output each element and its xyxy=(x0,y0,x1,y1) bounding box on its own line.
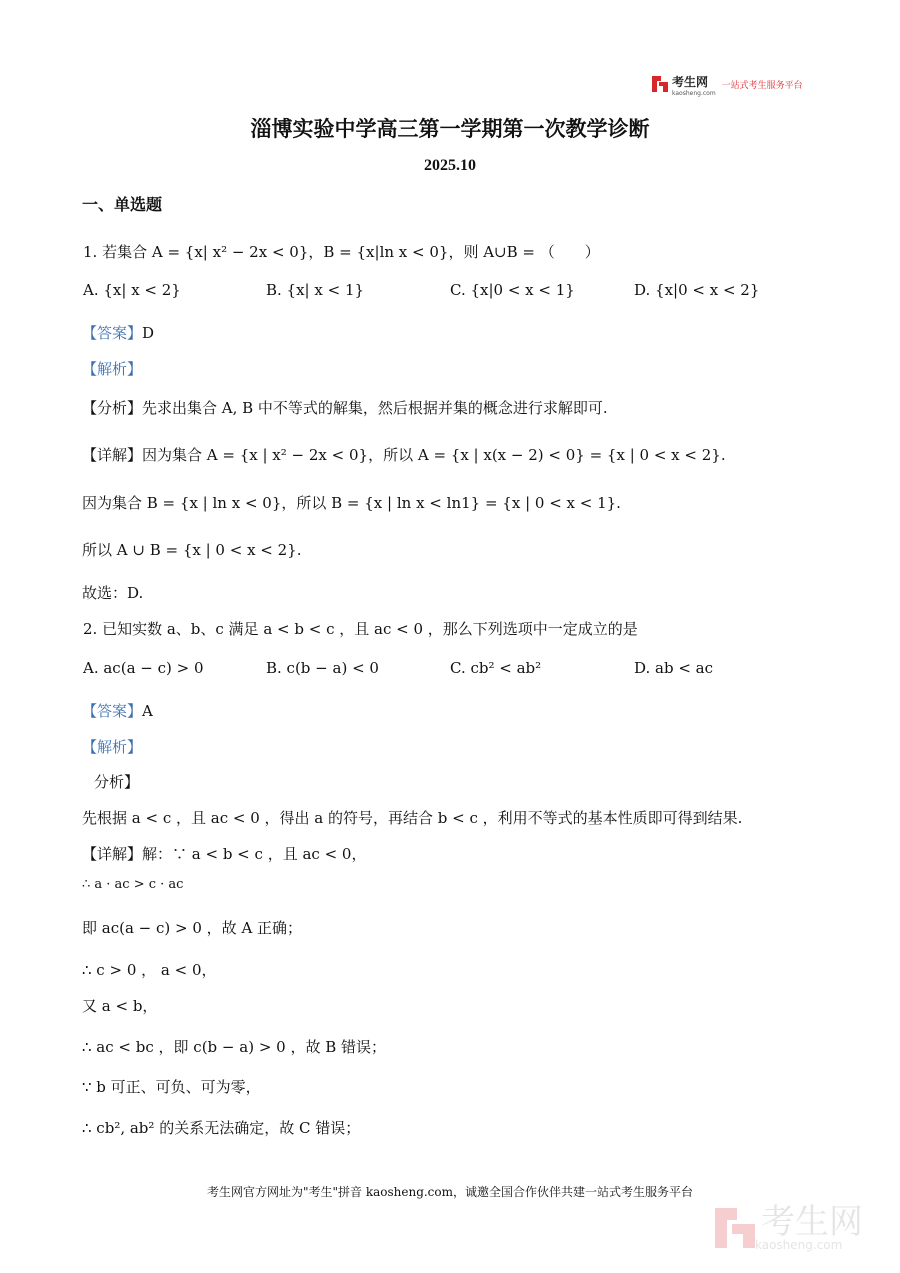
section-heading: 一、单选题 xyxy=(82,195,163,214)
brand-logo xyxy=(652,74,803,97)
q2-option-c: C. cb² < ab² xyxy=(450,659,542,677)
q2-detail-line: ∴ ac < bc ，即 c(b − a) > 0 ，故 B 错误； xyxy=(82,1038,387,1056)
q2-option-a: A. ac(a − c) > 0 xyxy=(83,659,204,677)
answer-tag: 【答案】 xyxy=(82,324,143,342)
answer-value: A xyxy=(142,702,153,720)
q2-answer xyxy=(82,700,153,721)
kaosheng-logo-icon xyxy=(652,76,668,92)
q2-detail-line: ∵ b 可正、可负、可为零， xyxy=(82,1078,261,1096)
kaosheng-watermark-icon xyxy=(715,1208,755,1248)
exam-date: 2025.10 xyxy=(424,157,476,174)
watermark-domain: kaosheng.com xyxy=(755,1238,843,1252)
q1-option-d: D. {x|0 < x < 2} xyxy=(634,281,760,299)
q2-detail-line: 又 a < b， xyxy=(82,997,158,1015)
q1-option-b: B. {x| x < 1} xyxy=(266,281,365,299)
q2-detail-line: ∴ c > 0 ， a < 0， xyxy=(82,961,217,979)
watermark-name: 考生网 xyxy=(761,1202,863,1242)
footer-text: 考生网官方网址为"考生"拼音 kaosheng.com，诚邀全国合作伙伴共建一站式考生服务平台 xyxy=(206,1185,694,1199)
analysis-tag: 【解析】 xyxy=(82,738,143,756)
q2-detail-line: 即 ac(a − c) > 0 ，故 A 正确； xyxy=(82,919,303,937)
q1-detail-line: 因为集合 B = {x | ln x < 0}，所以 B = {x | ln x < ln1} = {x | 0 < x < 1}. xyxy=(82,494,621,512)
logo-slogan: 一站式考生服务平台 xyxy=(721,80,803,91)
answer-value: D xyxy=(142,324,155,342)
analysis-tag: 【解析】 xyxy=(82,360,143,378)
question-2-stem: 2. 已知实数 a、b、c 满足 a < b < c ，且 ac < 0 ，那么下列选项中一定成立的是 xyxy=(83,620,638,638)
logo-name: 考生网 xyxy=(672,74,709,89)
q1-analysis-line: 【分析】先求出集合 A, B 中不等式的解集，然后根据并集的概念进行求解即可. xyxy=(82,399,608,417)
q1-option-c: C. {x|0 < x < 1} xyxy=(450,281,575,299)
q1-detail-line: 【详解】因为集合 A = {x | x² − 2x < 0}，所以 A = {x | x(x − 2) < 0} = {x | 0 < x < 2}. xyxy=(82,446,726,464)
q1-detail-line: 所以 A ∪ B = {x | 0 < x < 2}. xyxy=(82,541,302,559)
q2-detail-line: ∴ cb², ab² 的关系无法确定，故 C 错误； xyxy=(82,1119,361,1137)
q2-detail-line: ∴ a · ac > c · ac xyxy=(82,877,184,892)
logo-domain: kaosheng.com xyxy=(672,89,716,97)
q2-option-d: D. ab < ac xyxy=(634,659,714,677)
question-1-stem: 1. 若集合 A = {x| x² − 2x < 0}，B = {x|ln x < 0}，则 A∪B = （ ） xyxy=(83,243,600,261)
q2-detail-line: 【详解】解：∵ a < b < c ，且 ac < 0， xyxy=(82,845,367,863)
q2-analysis-line: 先根据 a < c ，且 ac < 0 ，得出 a 的符号，再结合 b < c ，利用不等式的基本性质即可得到结果. xyxy=(82,809,743,827)
q1-conclusion: 故选：D. xyxy=(82,584,144,602)
q2-analysis-heading: 分析】 xyxy=(94,773,140,791)
watermark xyxy=(715,1202,863,1252)
page-title: 淄博实验中学高三第一学期第一次教学诊断 xyxy=(250,117,650,141)
answer-tag: 【答案】 xyxy=(82,702,143,720)
q1-answer xyxy=(82,322,154,343)
q1-option-a: A. {x| x < 2} xyxy=(83,281,181,299)
q2-option-b: B. c(b − a) < 0 xyxy=(266,659,379,677)
